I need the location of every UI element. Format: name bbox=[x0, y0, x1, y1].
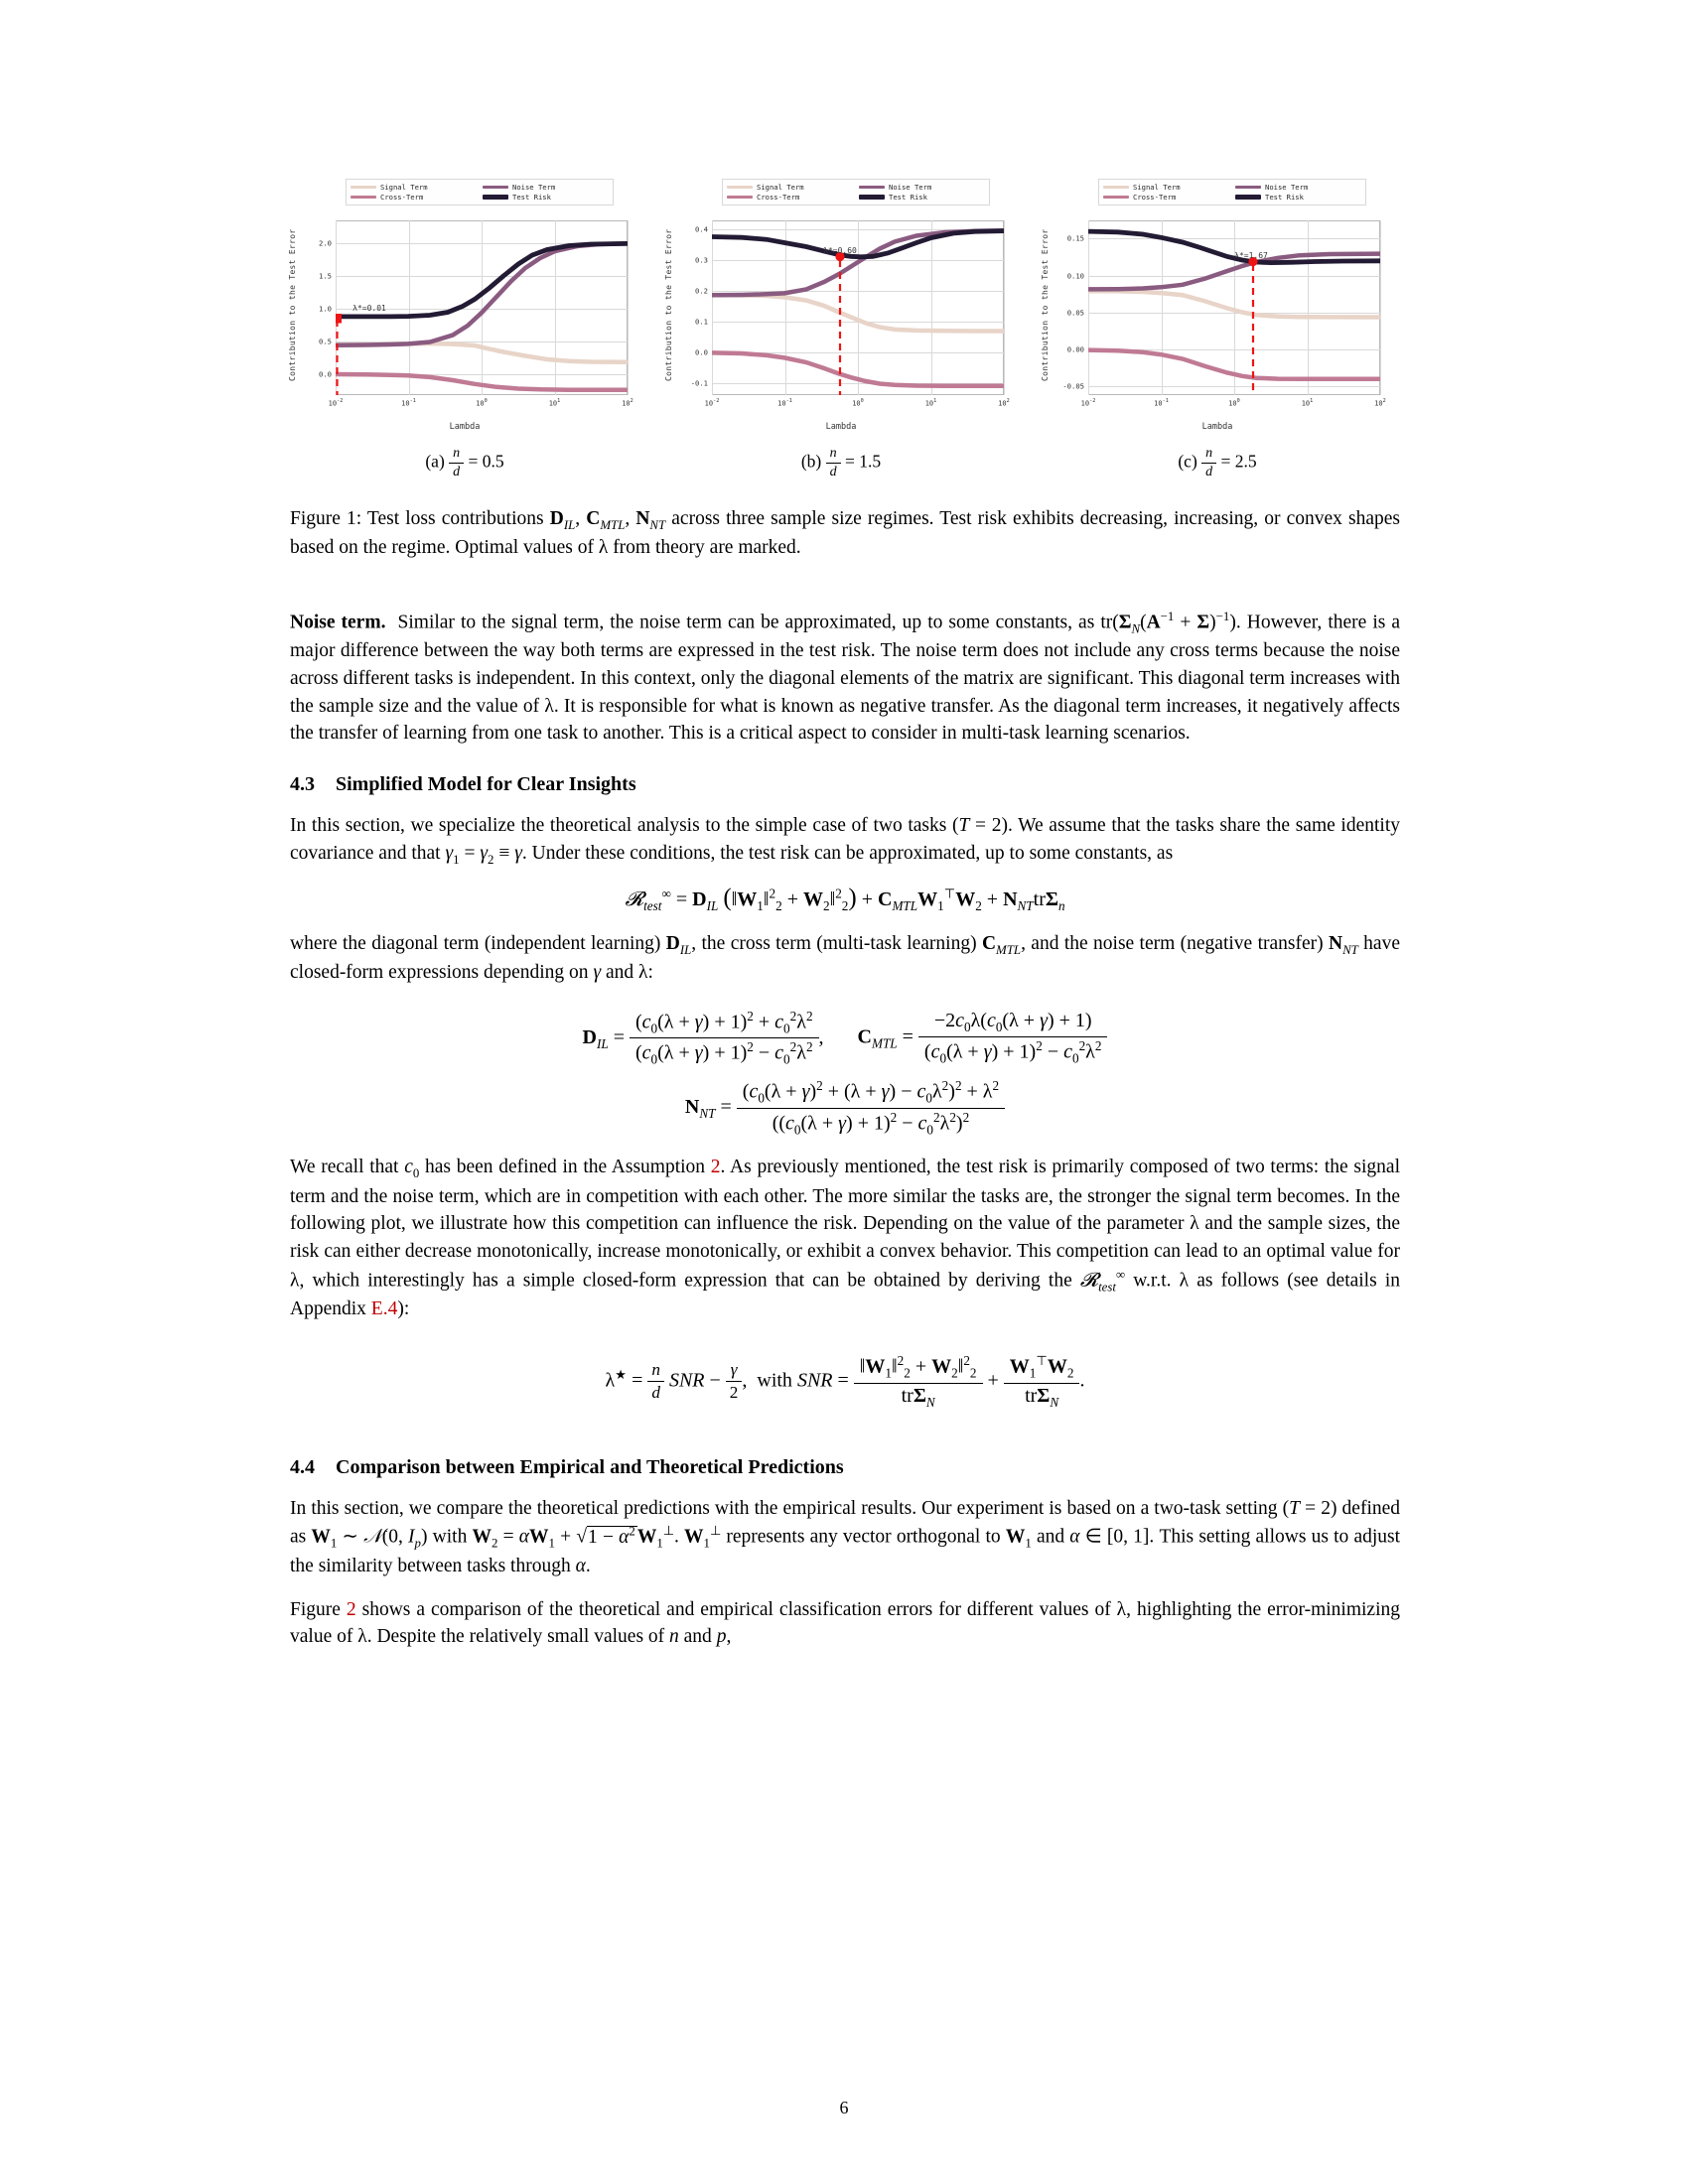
chart-a-legend bbox=[346, 179, 614, 205]
noise-term-part2: ). However, there is a major difference between the way both terms are expressed in the test risk. The noise term does not include any cross terms because the noise across different tasks is independent. In this context, only the diagonal elements of the matrix are significant. This diagonal term increases with the sample size and the value of bbox=[290, 612, 1401, 717]
chart-a-xtick: $10^{-1}$ bbox=[401, 398, 416, 408]
s44-p1-b: ) defined as bbox=[290, 1497, 1401, 1548]
curve-cross-term bbox=[1088, 350, 1380, 379]
gridline-v bbox=[1004, 220, 1005, 395]
subcap-value: 2.5 bbox=[1234, 451, 1257, 472]
figure-1 bbox=[290, 177, 1400, 480]
page-number: 6 bbox=[839, 2098, 849, 2117]
chart-a-ytick: 1.0 bbox=[319, 304, 332, 314]
chart-c-xtick: $10^2$ bbox=[1374, 398, 1386, 408]
curve-cross-term bbox=[336, 374, 628, 390]
chart-b-plot-area bbox=[690, 220, 1010, 408]
chart-c-legend bbox=[1098, 179, 1366, 205]
noise-term-part3: . It is responsible for what is known as negative transfer. As the diagonal term increases, it negatively affects the transfer of learning from one task to another. This is a critical aspect to consider in multi-task learning scenarios. bbox=[290, 695, 1400, 745]
s43-p1-c: . Under these conditions, the test risk can be approximated, up to some constants, as bbox=[521, 842, 1174, 864]
chart-c-xtick: $10^{-2}$ bbox=[1080, 398, 1096, 408]
legend-item-test-risk bbox=[1235, 193, 1361, 202]
legend-swatch-noise-term bbox=[1235, 186, 1261, 190]
chart-b-xtick: $10^1$ bbox=[924, 398, 937, 408]
legend-swatch-cross-term bbox=[1103, 196, 1129, 200]
figure-caption-lead: Figure 1: Test loss contributions bbox=[290, 508, 550, 529]
legend-item-cross-term bbox=[727, 193, 853, 202]
chart-c-plot-area bbox=[1062, 220, 1386, 408]
s43-p2-f: : bbox=[647, 962, 653, 984]
s44-p2-b: shows a comparison of the theoretical and empirical classification errors for different values of bbox=[355, 1598, 1117, 1620]
equation-nnt: $N_{NT}$ = $\frac{(c_0(\lambda + \gamma)^2 + (\lambda + \gamma) - c_0\lambda^2)^2 + \lambda^2}{((c_0(\lambda + \gamma) + 1)^2 - c_0^2\lambda^2)^2}$ bbox=[290, 1078, 1400, 1138]
s44-p2-e: and bbox=[678, 1626, 717, 1648]
chart-c-ytick: 0.05 bbox=[1066, 308, 1084, 318]
figure-caption-mid: across three sample size regimes. Test risk exhibits decreasing, increasing, or convex shapes based on the regime. Optimal values of bbox=[290, 508, 1401, 558]
chart-b-ytick: -0.1 bbox=[690, 378, 708, 388]
legend-item-test-risk bbox=[483, 193, 609, 202]
legend-swatch-signal-term bbox=[351, 186, 376, 190]
section-title-4-4: Comparison between Empirical and Theoretical Predictions bbox=[336, 1455, 844, 1478]
figure-2-reference-link[interactable]: 2 bbox=[346, 1598, 356, 1620]
subfigure-c-caption: (c) $\frac{n}{d}$ = 2.5 bbox=[1178, 446, 1257, 479]
s43-p3-d: and the sample sizes, the risk can either decrease monotonically, increase monotonically, or exhibit a convex behavior. This competition can lead to an optimal value for bbox=[290, 1213, 1400, 1262]
equation-cmtl: $C_{MTL}$ = $\frac{-2c_0\lambda(c_0(\lambda + \gamma) + 1)}{(c_0(\lambda + \gamma) + 1)^2 - c_0^2\lambda^2}$ bbox=[858, 1010, 1108, 1067]
chart-c-ytick: 0.00 bbox=[1066, 344, 1084, 354]
legend-swatch-signal-term bbox=[727, 186, 753, 190]
chart-b-xtick: $10^0$ bbox=[852, 398, 864, 408]
chart-a-xtick: $10^2$ bbox=[622, 398, 633, 408]
curve-signal-term bbox=[712, 295, 1004, 331]
chart-b-y-axis-label: Contribution to the Test Error bbox=[664, 228, 673, 381]
noise-term-paragraph: Noise term. Similar to the signal term, the noise term can be approximated, up to some constants, as $tr(\Sigma_N(A^{-1} + \Sigma)^{-1})$. However, there is a major difference between the way both terms are expressed in the test risk. The noise term does not include any cross terms because the noise across different tasks is independent. In this context, only the diagonal elements of the matrix are significant. This diagonal term increases with the sample size and the value of λ. It is responsible for what is known as negative transfer. As the diagonal term increases, it negatively affects the transfer of learning from one task to another. This is a critical aspect to consider in multi-task learning scenarios. bbox=[290, 609, 1401, 745]
chart-c-ytick: -0.05 bbox=[1062, 381, 1084, 391]
legend-swatch-cross-term bbox=[351, 196, 376, 200]
legend-swatch-cross-term bbox=[727, 196, 753, 200]
legend-swatch-noise-term bbox=[483, 186, 508, 190]
s43-p2-b: , the cross term (multi-task learning) bbox=[691, 932, 982, 954]
chart-a bbox=[290, 177, 639, 430]
equation-dil-cmtl bbox=[290, 1009, 1400, 1068]
section-number-4-3: 4.3 bbox=[290, 772, 315, 795]
legend-label-signal-term: Signal Term bbox=[757, 183, 804, 192]
s43-p3-b: has been defined in the Assumption bbox=[419, 1157, 711, 1178]
subcap-value: 1.5 bbox=[859, 451, 882, 472]
s43-p3-a: We recall that bbox=[290, 1157, 405, 1178]
s44-p1-f: . bbox=[585, 1555, 591, 1576]
legend-label-test-risk: Test Risk bbox=[512, 193, 551, 202]
chart-c-y-axis-label: Contribution to the Test Error bbox=[1041, 228, 1050, 381]
legend-item-noise-term bbox=[859, 183, 985, 192]
chart-b-xtick: $10^{-1}$ bbox=[777, 398, 792, 408]
chart-a-x-axis-label: Lambda bbox=[449, 422, 481, 432]
chart-a-xtick: $10^1$ bbox=[548, 398, 561, 408]
chart-a-ytick: 0.0 bbox=[319, 369, 332, 379]
legend-item-signal-term bbox=[351, 183, 477, 192]
legend-label-cross-term: Cross-Term bbox=[1133, 193, 1177, 202]
chart-c bbox=[1043, 177, 1392, 430]
section-heading-4-3 bbox=[290, 773, 1400, 796]
section-4-3-paragraph-2: where the diagonal term (independent learning) $D_{IL}$, the cross term (multi-task learning) $C_{MTL}$, and the noise term (negative transfer) $N_{NT}$ have closed-form expressions depending on γ and λ: bbox=[290, 932, 1400, 984]
s43-p2-c: , and the noise term (negative transfer) bbox=[1021, 932, 1329, 954]
section-title-4-3: Simplified Model for Clear Insights bbox=[336, 772, 636, 795]
chart-b-ytick: 0.1 bbox=[695, 317, 708, 327]
s43-p3-g: as follows (see details in Appendix bbox=[290, 1270, 1400, 1320]
s43-p3-e: , which interestingly has a simple closed-form expression that can be obtained by deriving the bbox=[299, 1270, 1080, 1292]
s43-p2-e: and bbox=[601, 962, 639, 984]
chart-c-ytick: 0.10 bbox=[1066, 271, 1084, 281]
chart-b-xtick: $10^2$ bbox=[998, 398, 1010, 408]
figure-caption: Figure 1: Test loss contributions $D_{IL}$, $C_{MTL}$, $N_{NT}$ across three sample size regimes. Test risk exhibits decreasing, increasing, or convex shapes based on the regime. Optimal values of λ from theory are marked. bbox=[290, 508, 1401, 558]
section-4-4-paragraph-2: Figure 2 shows a comparison of the theoretical and empirical classification errors for different values of λ, highlighting the error-minimizing value of λ. Despite the relatively small values of n and p, bbox=[290, 1598, 1400, 1648]
noise-term-part1: Similar to the signal term, the noise term can be approximated, up to some constants, as tr( bbox=[397, 612, 1119, 633]
section-4-3-paragraph-1: In this section, we specialize the theoretical analysis to the simple case of two tasks (T = 2). We assume that the tasks share the same identity covariance and that $\gamma_1 = \gamma_2 \equiv \gamma$. Under these conditions, the test risk can be approximated, up to some constants, as bbox=[290, 814, 1400, 867]
legend-item-noise-term bbox=[483, 183, 609, 192]
chart-a-y-axis-label: Contribution to the Test Error bbox=[288, 228, 297, 381]
s43-p3-c: . As previously mentioned, the test risk is primarily composed of two terms: the signal term and the noise term, which are in competition with each other. The more similar the tasks are, the stronger the signal term becomes. In the following plot, we illustrate how this competition can influence the risk. Depending on the value of the parameter bbox=[290, 1157, 1400, 1235]
chart-b-curves bbox=[712, 220, 1004, 395]
equation-dil: $D_{IL}$ = $\frac{(c_0(\lambda + \gamma) + 1)^2 + c_0^2\lambda^2}{(c_0(\lambda + \gamma) + 1)^2 - c_0^2\lambda^2}$ , bbox=[582, 1008, 824, 1068]
legend-swatch-signal-term bbox=[1103, 186, 1129, 190]
s44-p1-a: In this section, we compare the theoretical predictions with the empirical results. Our experiment is based on a two-task setting ( bbox=[290, 1497, 1290, 1519]
section-4-4-paragraph-1: In this section, we compare the theoretical predictions with the empirical results. Our experiment is based on a two-task setting (T = 2) defined as $W_1$ ∼ 𝒩(0, $I_p$) with $W_2 = \alpha W_1 + √1 - \alpha^2$ $W_1^\perp$. $W_1^\perp$ represents any vector orthogonal to $W_1$ and α ∈ [0, 1]. This setting allows us to adjust the similarity between tasks through α. bbox=[290, 1497, 1401, 1576]
chart-a-xtick: $10^{-2}$ bbox=[328, 398, 344, 408]
s44-p2-f: , bbox=[726, 1626, 732, 1648]
legend-item-signal-term bbox=[727, 183, 853, 192]
legend-swatch-test-risk bbox=[1235, 195, 1261, 200]
legend-item-cross-term bbox=[351, 193, 477, 202]
legend-item-signal-term bbox=[1103, 183, 1229, 192]
legend-swatch-test-risk bbox=[859, 195, 885, 200]
s44-p2-a: Figure bbox=[290, 1598, 347, 1620]
chart-a-xtick: $10^0$ bbox=[476, 398, 488, 408]
chart-b-legend bbox=[722, 179, 990, 205]
subfigure-a-caption: (a) $\frac{n}{d}$ = 0.5 bbox=[425, 446, 504, 479]
legend-swatch-noise-term bbox=[859, 186, 885, 190]
chart-b-optimal-label: λ*=0.60 bbox=[823, 246, 857, 255]
assumption-reference-link[interactable]: 2 bbox=[710, 1157, 721, 1178]
legend-swatch-test-risk bbox=[483, 195, 508, 200]
noise-term-heading: Noise term. bbox=[290, 612, 386, 633]
chart-a-ytick: 0.5 bbox=[319, 337, 332, 346]
subcap-value: 0.5 bbox=[482, 451, 504, 472]
chart-b-x-axis-label: Lambda bbox=[825, 422, 857, 432]
subcap-letter: (b) bbox=[800, 451, 822, 472]
gridline-v bbox=[1380, 220, 1381, 395]
chart-c-x-axis-label: Lambda bbox=[1201, 422, 1233, 432]
legend-label-noise-term: Noise Term bbox=[512, 183, 556, 192]
chart-c-optimal-label: λ*=1.67 bbox=[1234, 251, 1268, 260]
legend-label-noise-term: Noise Term bbox=[1265, 183, 1309, 192]
chart-a-plot-area bbox=[319, 220, 633, 408]
legend-label-test-risk: Test Risk bbox=[889, 193, 927, 202]
page-content bbox=[290, 0, 1400, 1651]
curve-cross-term bbox=[712, 352, 1004, 385]
subfigure-b bbox=[666, 177, 1016, 480]
s44-p1-e: . This setting allows us to adjust the similarity between tasks through bbox=[290, 1526, 1401, 1576]
chart-c-ytick: 0.15 bbox=[1066, 233, 1084, 243]
equation-test-risk: 𝓡$_{test}$∞ = $D_{IL}$ ($‖W_1‖^2_2$ + $W_2‖^2_2) + C_{MTL}W_1^⊤W_2 + N_{NT}tr\Sigma_n$ bbox=[625, 884, 1065, 913]
s43-p2-d: have closed-form expressions depending on bbox=[290, 932, 1400, 984]
subfigure-a bbox=[290, 177, 639, 480]
chart-c-xtick: $10^0$ bbox=[1228, 398, 1240, 408]
chart-b-xtick: $10^{-2}$ bbox=[704, 398, 720, 408]
chart-a-ytick: 2.0 bbox=[319, 238, 332, 248]
s44-p2-d: . Despite the relatively small values of bbox=[366, 1626, 670, 1648]
s43-p1-a: In this section, we specialize the theoretical analysis to the simple case of two tasks ( bbox=[290, 814, 959, 836]
legend-label-cross-term: Cross-Term bbox=[380, 193, 424, 202]
s44-p2-c: , highlighting the error-minimizing value of bbox=[290, 1598, 1400, 1648]
appendix-reference-link[interactable]: E.4 bbox=[370, 1298, 398, 1320]
legend-label-cross-term: Cross-Term bbox=[757, 193, 800, 202]
legend-label-noise-term: Noise Term bbox=[889, 183, 932, 192]
optimal-lambda-marker bbox=[336, 314, 342, 324]
section-heading-4-4 bbox=[290, 1456, 1400, 1479]
legend-item-noise-term bbox=[1235, 183, 1361, 192]
legend-item-cross-term bbox=[1103, 193, 1229, 202]
legend-label-signal-term: Signal Term bbox=[380, 183, 428, 192]
section-number-4-4: 4.4 bbox=[290, 1455, 315, 1478]
s43-p2-a: where the diagonal term (independent learning) bbox=[290, 932, 666, 954]
subfigure-c bbox=[1043, 177, 1392, 480]
equation-optimal-lambda: λ★ = $\frac{n}{d}$ SNR − $\frac{\gamma}{2}$ , with SNR = $\frac{‖W_1‖^2_2 + W_2‖^2_2}{tr\Sigma_N}$ + $\frac{W_1^⊤W_2}{tr\Sigma_N}$ . bbox=[605, 1352, 1085, 1410]
s44-p1-c: represents any vector orthogonal to bbox=[721, 1526, 1006, 1548]
legend-item-test-risk bbox=[859, 193, 985, 202]
chart-c-curves bbox=[1088, 220, 1380, 395]
subcap-letter: (c) bbox=[1178, 451, 1197, 472]
chart-b-ytick: 0.4 bbox=[695, 224, 708, 234]
chart-b-ytick: 0.0 bbox=[695, 347, 708, 357]
gridline-v bbox=[628, 220, 629, 395]
chart-a-optimal-label: λ*=0.01 bbox=[352, 304, 386, 313]
s43-p3-f: w.r.t. bbox=[1125, 1270, 1180, 1292]
legend-label-test-risk: Test Risk bbox=[1265, 193, 1304, 202]
chart-b-ytick: 0.2 bbox=[695, 286, 708, 296]
legend-label-signal-term: Signal Term bbox=[1133, 183, 1181, 192]
chart-b bbox=[666, 177, 1016, 430]
curve-signal-term bbox=[1088, 291, 1380, 317]
chart-a-ytick: 1.5 bbox=[319, 271, 332, 281]
s43-p1-b: ). We assume that the tasks share the same identity covariance and that bbox=[290, 814, 1400, 864]
chart-b-ytick: 0.3 bbox=[695, 255, 708, 265]
s44-p1-d: and bbox=[1031, 1526, 1070, 1548]
s43-p3-h: ): bbox=[397, 1298, 410, 1320]
figure-caption-tail: from theory are marked. bbox=[608, 536, 801, 558]
curve-test-risk bbox=[712, 231, 1004, 257]
chart-c-xtick: $10^1$ bbox=[1301, 398, 1314, 408]
subcap-letter: (a) bbox=[425, 451, 445, 472]
chart-c-xtick: $10^{-1}$ bbox=[1154, 398, 1169, 408]
section-4-3-paragraph-3: We recall that $c_0$ has been defined in the Assumption 2. As previously mentioned, the test risk is primarily composed of two terms: the signal term and the noise term, which are in competition with each other. The more similar the tasks are, the stronger the signal term becomes. In the following plot, we illustrate how this competition can influence the risk. Depending on the value of the parameter λ and the sample sizes, the risk can either decrease monotonically, increase monotonically, or exhibit a convex behavior. This competition can lead to an optimal value for λ, which interestingly has a simple closed-form expression that can be obtained by deriving the 𝓡$_{test}$∞ w.r.t. λ as follows (see details in Appendix E.4): bbox=[290, 1157, 1400, 1320]
subfigure-b-caption: (b) $\frac{n}{d}$ = 1.5 bbox=[800, 446, 882, 479]
